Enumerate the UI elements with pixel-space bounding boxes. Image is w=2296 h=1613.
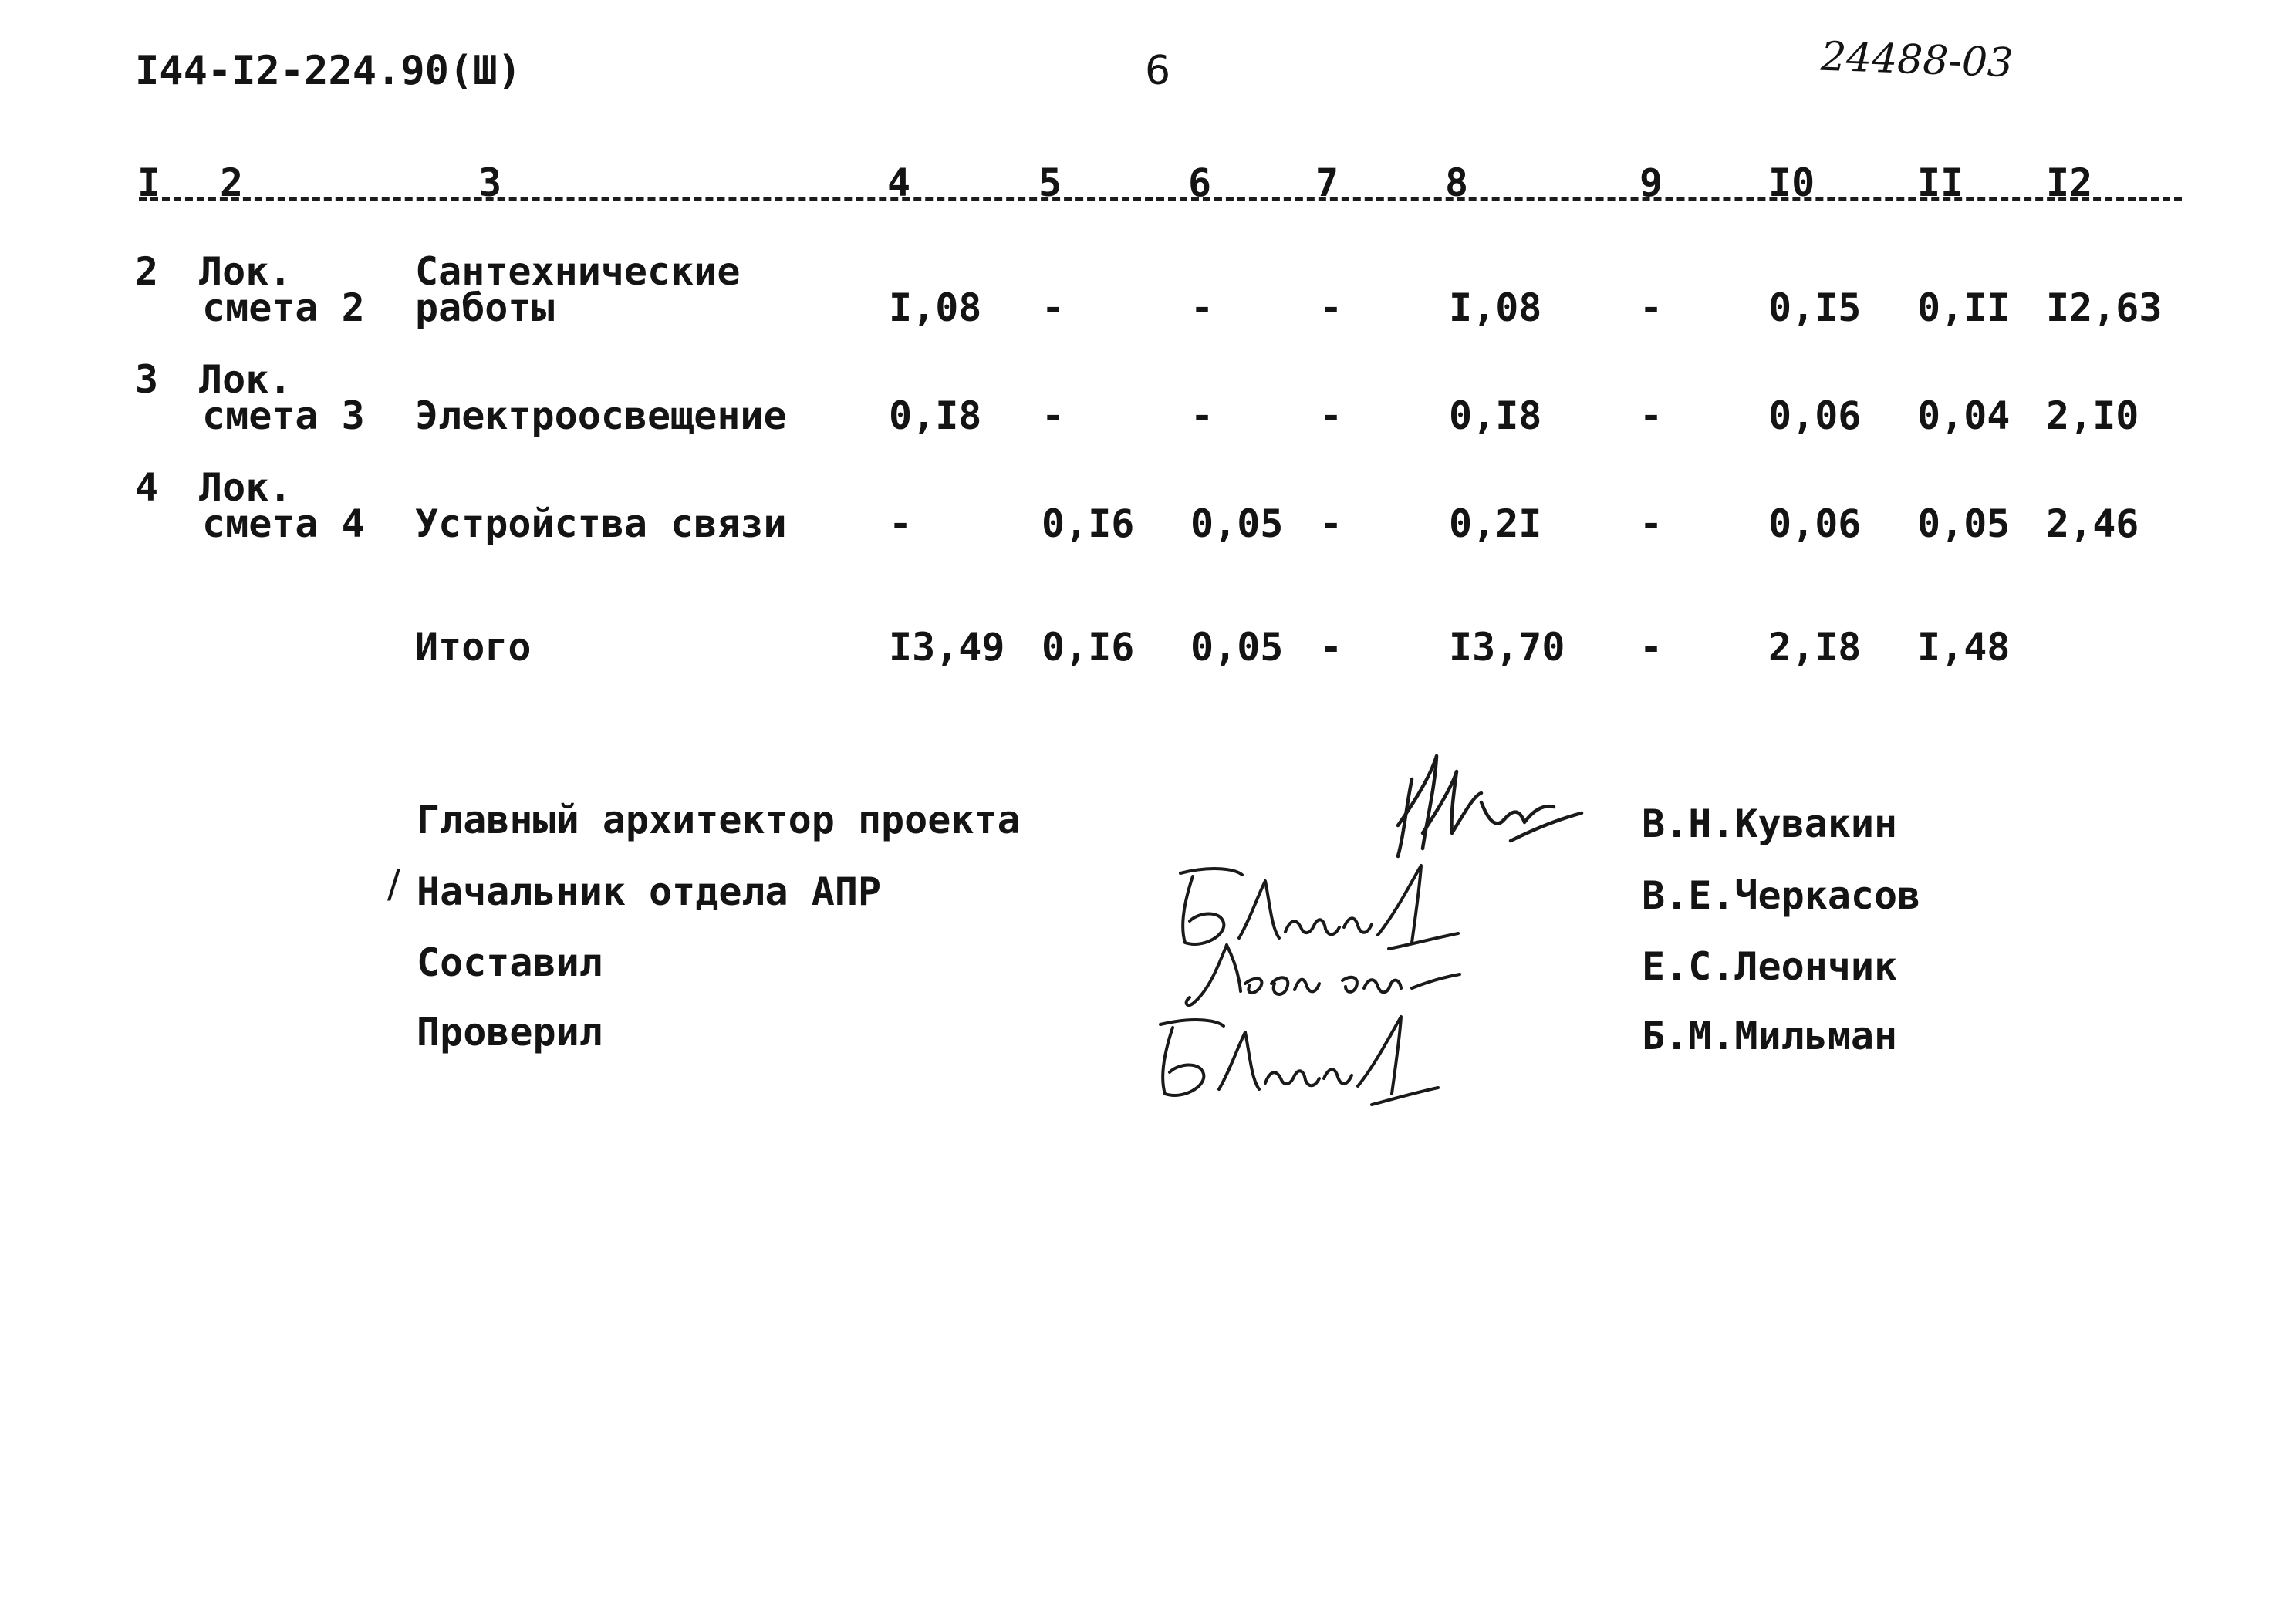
- col-num-6: 6: [1188, 160, 1212, 205]
- row-name: работы: [415, 285, 555, 330]
- total-col5: 0,I6: [1042, 625, 1135, 670]
- col-num-1: I: [137, 160, 161, 205]
- cell-col12: I2,63: [2046, 285, 2163, 330]
- cell-col4: -: [889, 501, 913, 546]
- row-number: 3: [135, 357, 159, 402]
- row-number: 4: [135, 465, 159, 510]
- row-ref: Лок.: [199, 357, 292, 402]
- signature-name: Е.С.Леончик: [1642, 944, 1898, 989]
- total-col8: I3,70: [1449, 625, 1565, 670]
- col-num-4: 4: [887, 160, 911, 205]
- column-header-rule: [139, 197, 2182, 201]
- cell-col4: 0,I8: [889, 393, 982, 438]
- signature-kuvakin: [1389, 748, 1589, 872]
- row-number: 2: [135, 249, 159, 294]
- cell-col7: -: [1319, 393, 1343, 438]
- signature-role: Начальник отдела АПР: [417, 869, 882, 914]
- col-num-8: 8: [1445, 160, 1469, 205]
- cell-col8: 0,I8: [1449, 393, 1542, 438]
- row-ref: смета 3: [202, 393, 365, 438]
- cell-col12: 2,I0: [2046, 393, 2139, 438]
- cell-col9: -: [1639, 393, 1663, 438]
- cell-col12: 2,46: [2046, 501, 2139, 546]
- cell-col10: 0,I5: [1768, 285, 1862, 330]
- archive-number: 24488-03: [1820, 33, 2014, 87]
- row-ref: смета 4: [202, 501, 365, 546]
- row-ref: смета 2: [202, 285, 365, 330]
- row-ref: Лок.: [199, 249, 292, 294]
- signature-leonchik: [1180, 930, 1474, 1014]
- row-name: Сантехнические: [415, 249, 741, 294]
- cell-col10: 0,06: [1768, 393, 1862, 438]
- cell-col6: -: [1190, 393, 1214, 438]
- cell-col8: 0,2I: [1449, 501, 1542, 546]
- total-col7: -: [1319, 625, 1343, 670]
- page-number: 6: [1145, 48, 1171, 94]
- col-num-2: 2: [220, 160, 244, 205]
- signature-name: В.Е.Черкасов: [1642, 873, 1921, 918]
- cell-col5: 0,I6: [1042, 501, 1135, 546]
- signature-name: Б.М.Мильман: [1642, 1014, 1898, 1058]
- cell-col4: I,08: [889, 285, 982, 330]
- cell-col6: -: [1190, 285, 1214, 330]
- tick-mark: /: [387, 862, 400, 906]
- col-num-10: I0: [1768, 160, 1815, 205]
- cell-col9: -: [1639, 285, 1663, 330]
- col-num-3: 3: [478, 160, 502, 205]
- row-name: Электроосвещение: [415, 393, 787, 438]
- cell-col9: -: [1639, 501, 1663, 546]
- cell-col7: -: [1319, 285, 1343, 330]
- cell-col6: 0,05: [1190, 501, 1284, 546]
- col-num-9: 9: [1639, 160, 1663, 205]
- signature-milman-2: [1126, 1011, 1450, 1111]
- cell-col5: -: [1042, 393, 1065, 438]
- col-num-12: I2: [2046, 160, 2093, 205]
- cell-col11: 0,05: [1917, 501, 2011, 546]
- cell-col11: 0,II: [1917, 285, 2011, 330]
- signature-name: В.Н.Кувакин: [1642, 801, 1898, 846]
- document-code: I44-I2-224.90(Ш): [135, 48, 522, 94]
- row-name: Устройства связи: [415, 501, 787, 546]
- row-ref: Лок.: [199, 465, 292, 510]
- cell-col11: 0,04: [1917, 393, 2011, 438]
- total-col10: 2,I8: [1768, 625, 1862, 670]
- cell-col10: 0,06: [1768, 501, 1862, 546]
- signature-role: Проверил: [417, 1010, 603, 1055]
- signature-role: Главный архитектор проекта: [417, 798, 1021, 842]
- total-col6: 0,05: [1190, 625, 1284, 670]
- cell-col7: -: [1319, 501, 1343, 546]
- cell-col8: I,08: [1449, 285, 1542, 330]
- total-col4: I3,49: [889, 625, 1005, 670]
- total-label: Итого: [415, 625, 532, 670]
- cell-col5: -: [1042, 285, 1065, 330]
- col-num-7: 7: [1315, 160, 1339, 205]
- col-num-11: II: [1917, 160, 1964, 205]
- total-col11: I,48: [1917, 625, 2011, 670]
- total-col9: -: [1639, 625, 1663, 670]
- signature-role: Составил: [417, 940, 603, 985]
- col-num-5: 5: [1038, 160, 1062, 205]
